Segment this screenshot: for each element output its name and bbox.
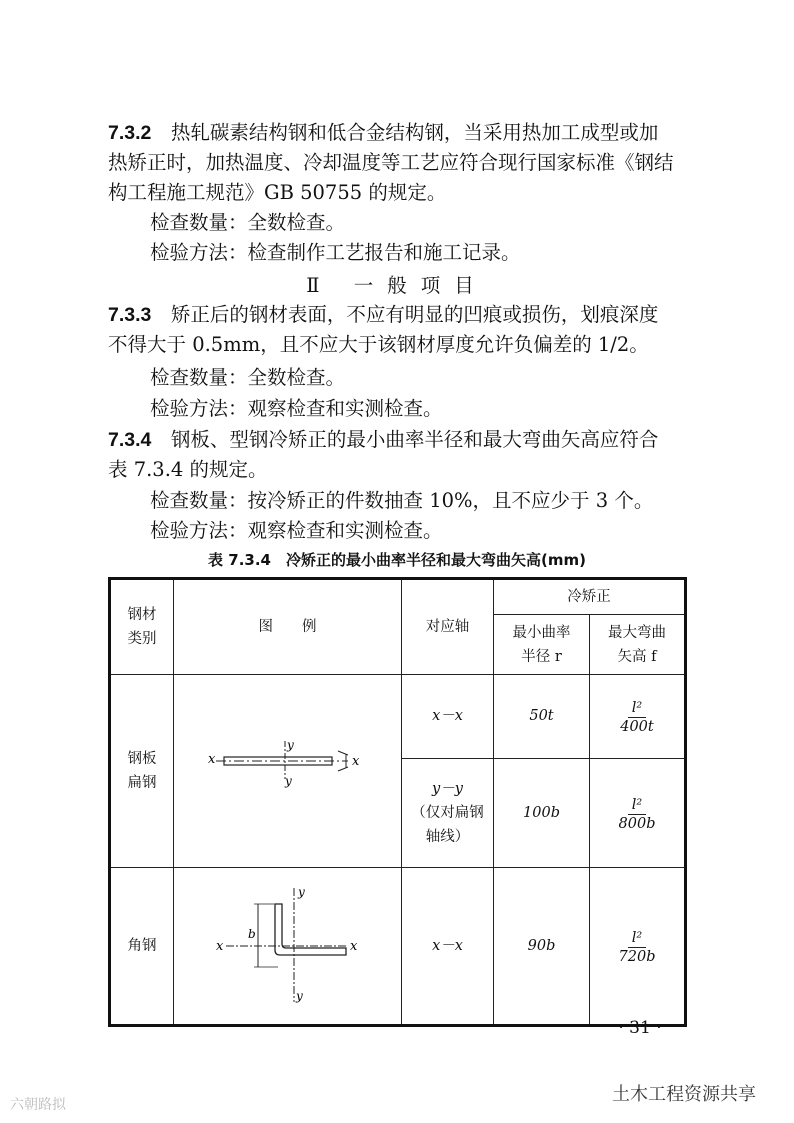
table-row xyxy=(110,868,686,1026)
clause-7-3-2-line-1: 7.3.2 热轧碳素结构钢和低合金结构钢，当采用热加工成型或加 xyxy=(108,121,659,144)
header-category: 钢材 类别 xyxy=(110,579,174,675)
header-diagram: 图 例 xyxy=(174,579,402,675)
clause-7-3-3-check-qty: 检查数量：全数检查。 xyxy=(150,366,346,389)
clause-7-3-2-check-qty: 检查数量：全数检查。 xyxy=(150,211,346,234)
curvature-table xyxy=(108,577,687,1027)
clause-7-3-4-check-qty: 检查数量：按冷矫正的件数抽查 10%，且不应少于 3 个。 xyxy=(150,489,654,512)
sag-plate-x: $\frac{\text{l²}}{400t}$ xyxy=(590,675,686,759)
plate-section-diagram xyxy=(174,675,402,859)
clause-7-3-2-line-2: 热矫正时，加热温度、冷却温度等工艺应符合现行国家标准《钢结 xyxy=(108,151,674,174)
svg-text:y: y xyxy=(287,738,294,752)
header-cold: 冷矫正 xyxy=(494,579,686,615)
clause-7-3-4-check-method: 检验方法：观察检查和实测检查。 xyxy=(150,519,443,542)
clause-7-3-3-line-2: 不得大于 0.5mm，且不应大于该钢材厚度允许负偏差的 1/2。 xyxy=(108,333,649,356)
table-row xyxy=(110,675,686,759)
diagram-plate xyxy=(174,675,402,868)
clause-7-3-3-check-method: 检验方法：观察检查和实测检查。 xyxy=(150,397,443,420)
clause-7-3-4-line-2: 表 7.3.4 的规定。 xyxy=(108,458,268,481)
angle-section-diagram xyxy=(174,868,402,1016)
clause-7-3-2-line-3: 构工程施工规范》GB 50755 的规定。 xyxy=(108,181,447,204)
svg-text:y: y xyxy=(285,774,292,788)
watermark-left: 六朝路拟 xyxy=(10,1097,66,1113)
watermark-text: 土木工程资源共享 xyxy=(612,1084,756,1105)
page-number: · 31 · xyxy=(618,1018,662,1038)
radius-angle-x: 90b xyxy=(494,868,590,1026)
category-plate: 钢板 扁钢 xyxy=(110,675,174,868)
svg-text:x: x xyxy=(350,939,358,954)
svg-text:y: y xyxy=(296,989,303,1003)
axis-plate-x: x－x xyxy=(402,675,494,759)
category-angle: 角钢 xyxy=(110,868,174,1026)
clause-7-3-4-line-1: 7.3.4 钢板、型钢冷矫正的最小曲率半径和最大弯曲矢高应符合 xyxy=(108,428,659,451)
clause-7-3-3-line-1: 7.3.3 矫正后的钢材表面，不应有明显的凹痕或损伤，划痕深度 xyxy=(108,303,659,326)
axis-angle-x: x－x xyxy=(402,868,494,1026)
svg-text:x: x xyxy=(216,939,224,954)
axis-plate-y: y－y （仅对扁钢 轴线） xyxy=(402,758,494,867)
clause-7-3-2-check-method: 检验方法：检查制作工艺报告和施工记录。 xyxy=(150,241,521,264)
svg-text:x: x xyxy=(208,752,216,767)
header-radius: 最小曲率 半径 r xyxy=(494,615,590,675)
header-sag: 最大弯曲 矢高 f xyxy=(590,615,686,675)
svg-text:x: x xyxy=(352,754,360,769)
sag-angle-x: $\frac{\text{l²}}{720b}$ xyxy=(590,868,686,1026)
section-heading: Ⅱ 一般项目 xyxy=(306,274,488,297)
sag-plate-y: $\frac{\text{l²}}{800b}$ xyxy=(590,758,686,867)
header-axis: 对应轴 xyxy=(402,579,494,675)
radius-plate-y: 100b xyxy=(494,758,590,867)
svg-text:y: y xyxy=(298,885,305,899)
diagram-angle xyxy=(174,868,402,1026)
radius-plate-x: 50t xyxy=(494,675,590,759)
svg-text:b: b xyxy=(248,927,256,941)
table-caption: 表 7.3.4 冷矫正的最小曲率半径和最大弯曲矢高(mm) xyxy=(208,551,586,569)
